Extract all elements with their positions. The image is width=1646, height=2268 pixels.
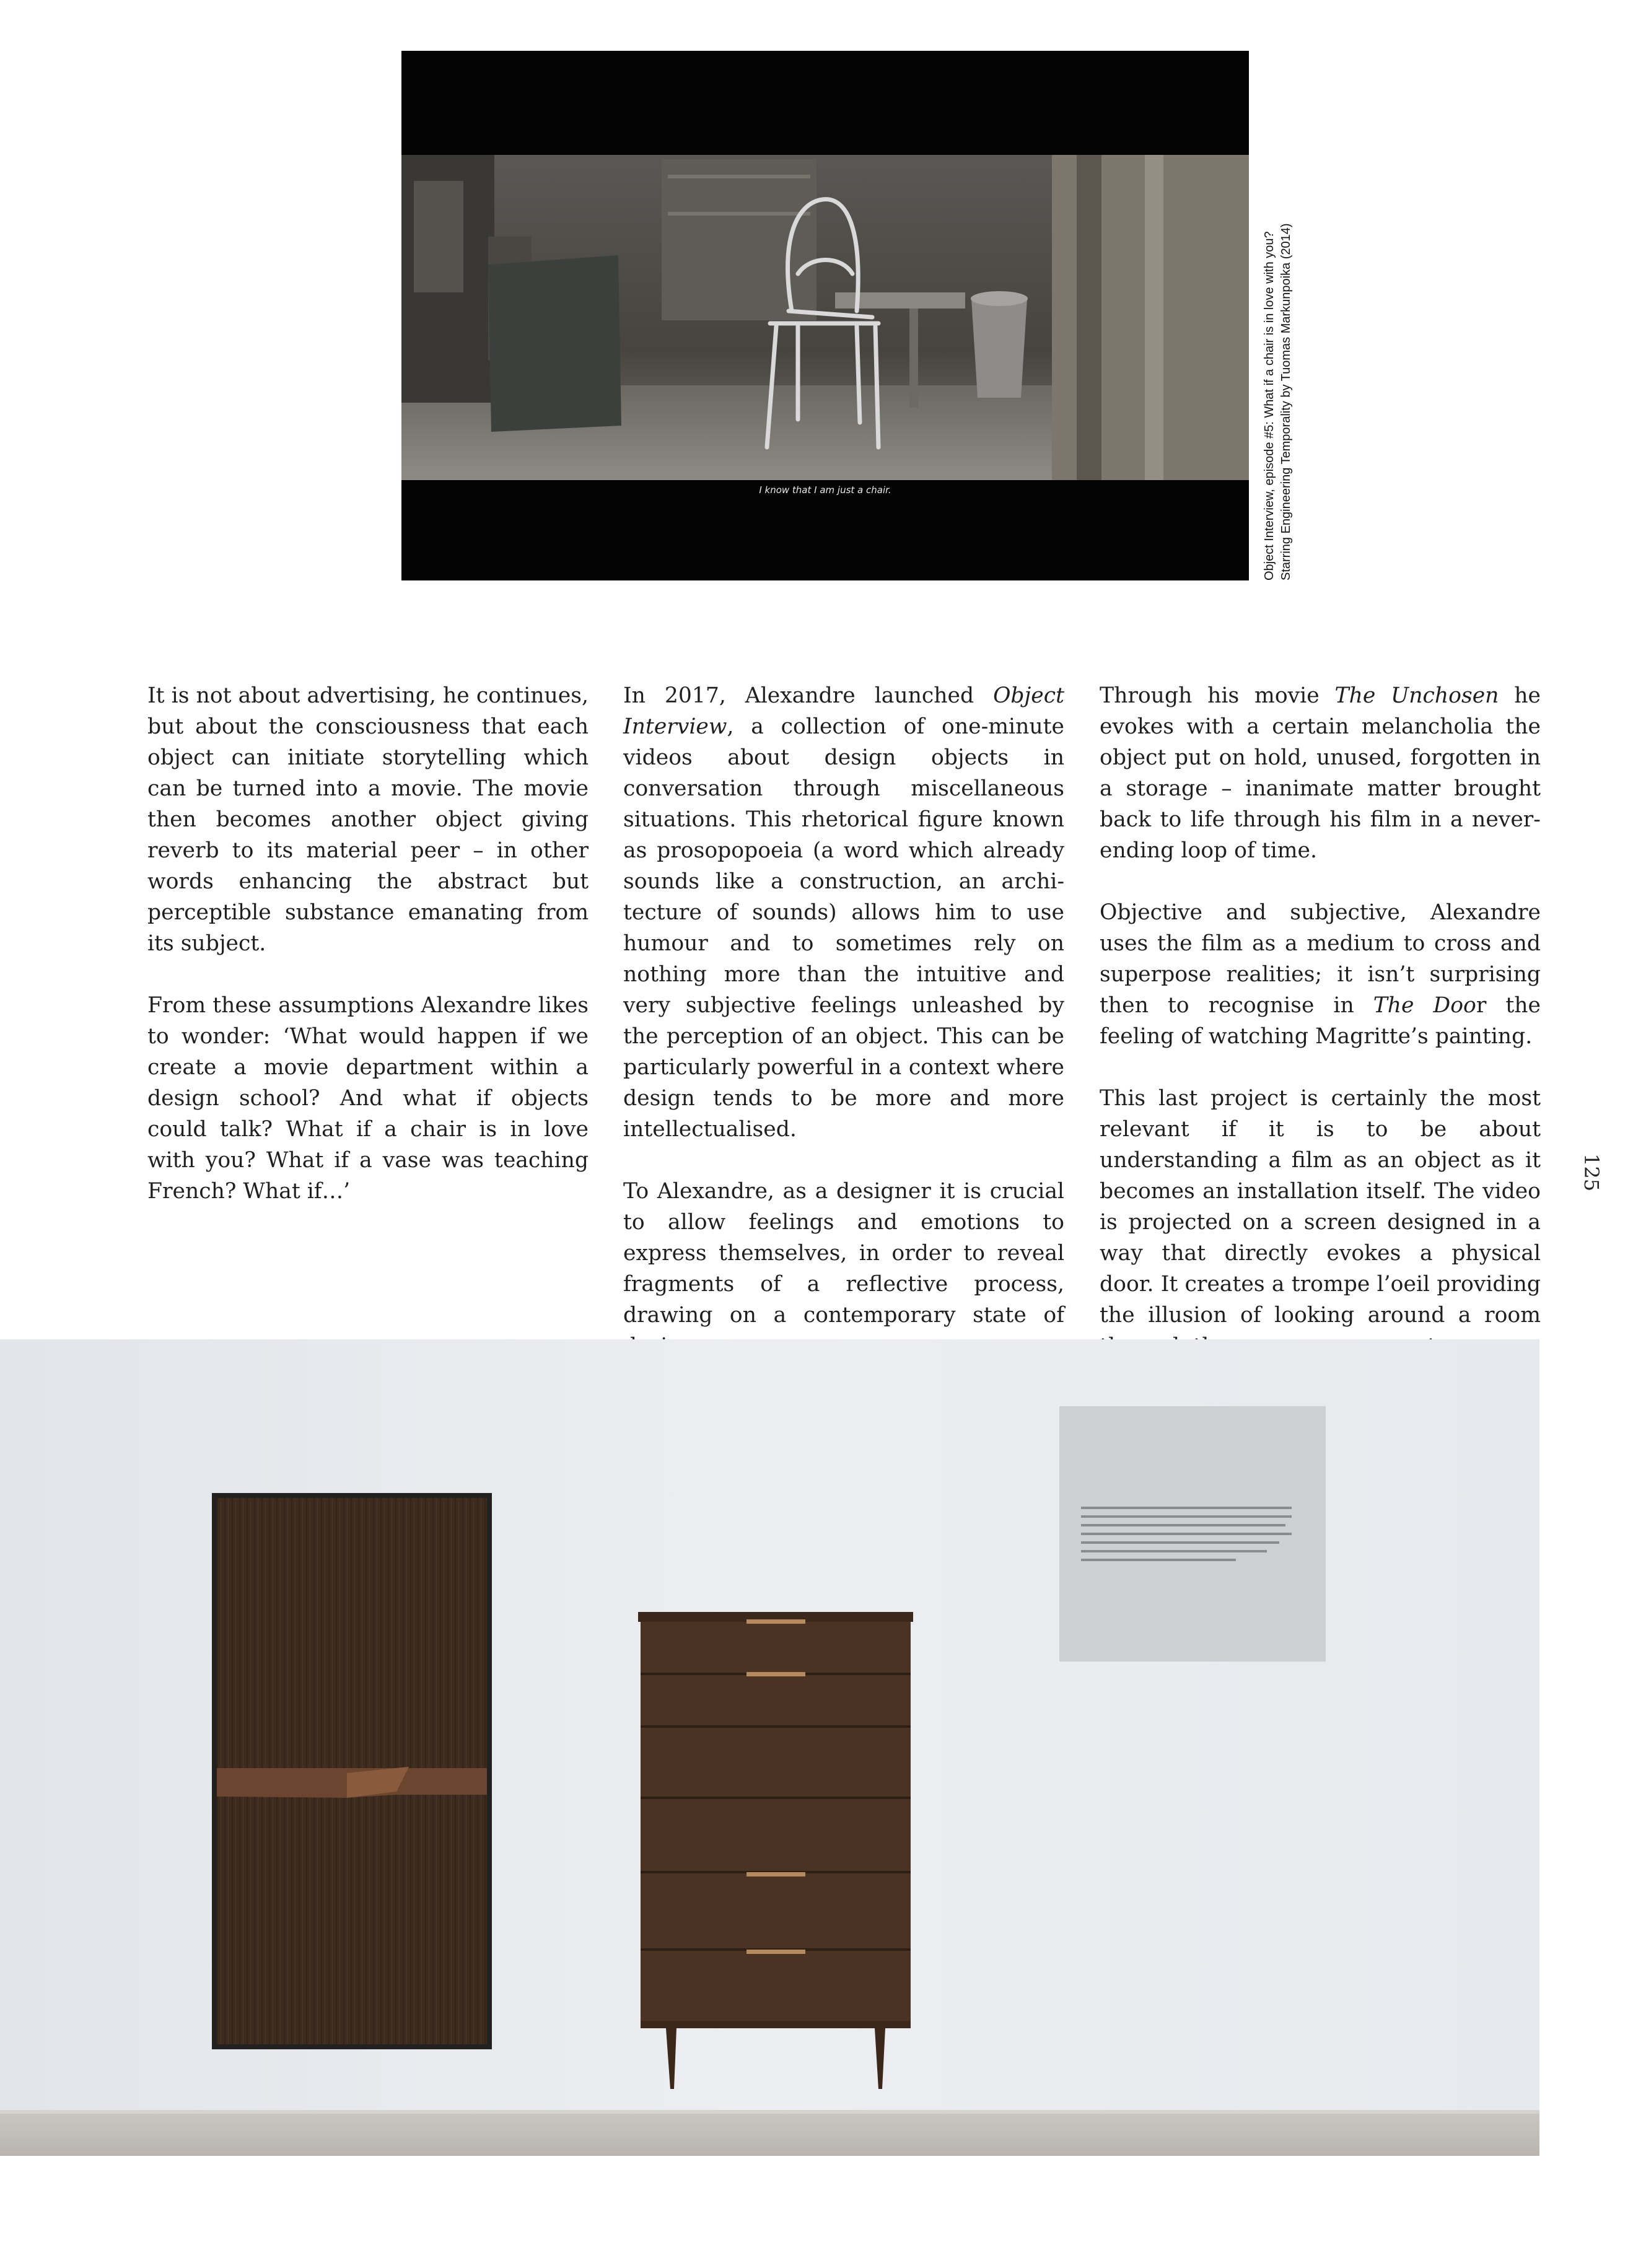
text-run: Through his movie: [1100, 683, 1335, 708]
title-object-interview: Object Interview: [623, 683, 1064, 739]
image-caption: [1261, 51, 1295, 580]
text-column-1: [147, 680, 589, 1238]
wall-label: [1059, 1406, 1326, 1662]
text-run: , a collection of one-minute videos about design objects in conversation through miscellaneous situations. This rhetorical figure known as prosopopoeia (a word which already sounds like a construction, an architecture of sounds) allows him to use humour and to sometimes rely on nothing more than the intuitive and very subjective feelings unleashed by the perception of an object. This can be particularly powerful in a context where design tends to be more and more intellectualised.: [623, 714, 1064, 1142]
text-run: r the feeling of watching Magritte’s painting.: [1100, 993, 1541, 1049]
installation-photo: [0, 1339, 1539, 2156]
title-the-door: The Doo: [1373, 993, 1476, 1018]
film-still-image: [401, 51, 1249, 580]
paragraph: This last project is certainly the most relevant if it is to be about understanding a film as an object as it becomes an installation itself. The video is projected on a screen designed in a way that directly evokes a physical door. It creates a trompe l’oeil providing the illusion of looking around a room: [1100, 1086, 1541, 1328]
page-number: 125: [1580, 1154, 1603, 1192]
chest-of-drawers: [638, 1612, 913, 2089]
paragraph: From these assumptions Alexandre likes to wonder: ‘What would happen if we create a movie department within a design school? And what if objects could talk? What if a chair is in love with you? What if a vase was teaching French? What if…’: [147, 993, 589, 1204]
text-run: he evokes with a certain melancholia the object put on hold, unused, forgotten in a storage – inanimate matter brought back to life through his film in a never-ending loop of time.: [1100, 683, 1541, 863]
text-run: In 2017, Alexandre launched: [623, 683, 994, 708]
caption-line-2: Starring Engineering Temporality by Tuomas Markunpoika (2014): [1279, 223, 1293, 580]
installation-scene: [0, 1339, 1539, 2156]
paragraph: To Alexandre, as a designer it is crucial to allow feelings and emotions to express themselves, in order to reveal fragments of a reflective process, drawing on a contemporary state of: [623, 1179, 1064, 1328]
film-still-scene: [401, 51, 1249, 580]
paragraph: It is not about advertising, he continues, but about the consciousness that each object can initiate storytelling which can be turned into a movie. The movie then becomes another object giving reverb to its material peer – in other words enhancing the abstract but perceptible substance emanating from its subject.: [147, 683, 589, 956]
title-the-unchosen: The Unchosen: [1334, 683, 1499, 708]
film-subtitle: I know that I am just a chair.: [759, 484, 891, 496]
text-column-3: [1100, 680, 1541, 1393]
text-run: Objective and subjective, Alexandre uses the film as a medium to cross and superpose realities; it isn’t surprising then to recognise in: [1100, 900, 1541, 1018]
paragraph: [1100, 680, 1541, 866]
caption-line-1: Object Interview, episode #5: What if a chair is in love with you?: [1263, 231, 1276, 580]
paragraph: [623, 680, 1064, 1145]
door-panel-artwork: [212, 1493, 492, 2049]
paragraph: [1100, 897, 1541, 1052]
text-column-2: [623, 680, 1064, 1393]
